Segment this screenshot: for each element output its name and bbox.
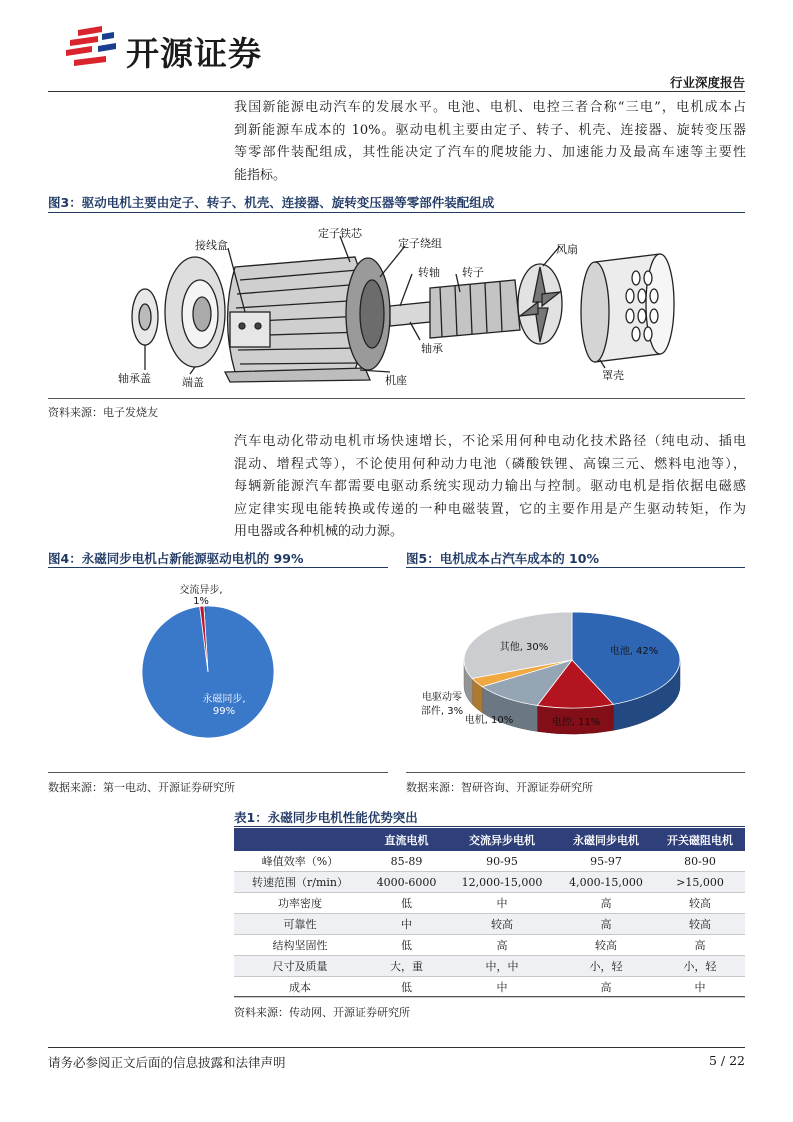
- table-cell: 较高: [655, 914, 745, 935]
- table-cell: 4,000-15,000: [557, 872, 655, 893]
- table-cell: 中: [655, 977, 745, 998]
- body-line: 汽车电动化带动电机市场快速增长，不论采用何种电动化技术路径（纯电动、插电: [234, 434, 746, 449]
- intro-line: 能指标。: [234, 167, 287, 183]
- figure3-source: 资料来源：电子发烧友: [48, 406, 158, 419]
- table-cell: 4000-6000: [366, 872, 447, 893]
- label-cover: 罩壳: [602, 369, 624, 382]
- label-stator-core: 定子铁芯: [318, 227, 362, 240]
- brand-name: 开源证券: [126, 34, 262, 73]
- table-cell: 较高: [447, 914, 557, 935]
- figure5-title-rule: [406, 567, 745, 568]
- table-row: [234, 914, 745, 935]
- table-row-label: 峰值效率（%）: [234, 851, 366, 872]
- table-cell: 高: [557, 914, 655, 935]
- slice-label: 电控, 11%: [551, 717, 601, 728]
- body-line: 每辆新能源汽车都需要电驱动系统实现动力输出与控制。驱动电机是指依据电磁感: [234, 479, 746, 494]
- table-cell: 高: [447, 935, 557, 956]
- table-row-label: 功率密度: [234, 893, 366, 914]
- table-row: [234, 872, 745, 893]
- table-cell: 中: [447, 977, 557, 998]
- figure4-source: 数据来源：第一电动、开源证券研究所: [48, 781, 235, 794]
- table-cell: 95-97: [557, 851, 655, 872]
- table-cell: 小，轻: [655, 956, 745, 977]
- table-cell: 低: [366, 893, 447, 914]
- figure4-title-rule: [48, 567, 388, 568]
- figure3-title: 图3：驱动电机主要由定子、转子、机壳、连接器、旋转变压器等零部件装配组成: [48, 195, 495, 210]
- report-type: 行业深度报告: [669, 75, 745, 90]
- table-header-cell: [234, 828, 366, 851]
- table-header-cell: 开关磁阻电机: [655, 828, 745, 851]
- table-cell: 高: [557, 893, 655, 914]
- table-row: [234, 956, 745, 977]
- footer-rule: [48, 1047, 745, 1048]
- table-cell: 85-89: [366, 851, 447, 872]
- table-cell: 小，轻: [557, 956, 655, 977]
- label-rotor: 转子: [462, 266, 484, 279]
- logo-mark-icon: [62, 26, 120, 70]
- table-row: [234, 977, 745, 998]
- table-cell: 中: [447, 893, 557, 914]
- table1-title-rule: [234, 826, 745, 827]
- table-cell: 高: [557, 977, 655, 998]
- junction-box-part: [230, 312, 270, 347]
- table-cell: >15,000: [655, 872, 745, 893]
- figure4-bottom-rule: [48, 772, 388, 773]
- slice-label: 电机, 10%: [464, 715, 514, 726]
- slice-label: 部件, 3%: [420, 706, 464, 717]
- footer-disclaimer: 请务必参阅正文后面的信息披露和法律声明: [48, 1055, 286, 1070]
- label-shaft: 转轴: [418, 266, 440, 279]
- table-header-cell: 直流电机: [366, 828, 447, 851]
- table-row: [234, 935, 745, 956]
- table-cell: 中，中: [447, 956, 557, 977]
- figure5-source: 数据来源：智研咨询、开源证券研究所: [406, 781, 593, 794]
- table-cell: 较高: [557, 935, 655, 956]
- table-cell: 大，重: [366, 956, 447, 977]
- table-cell: 90-95: [447, 851, 557, 872]
- slice-label: 1%: [193, 596, 209, 607]
- pie-chart-cost-breakdown: [406, 572, 745, 767]
- table-row-label: 结构坚固性: [234, 935, 366, 956]
- figure4-title: 图4：永磁同步电机占新能源驱动电机的 99%: [48, 551, 304, 566]
- table-row-label: 成本: [234, 977, 366, 998]
- label-fan: 风扇: [556, 243, 578, 256]
- label-end-cover: 端盖: [182, 376, 204, 389]
- pie-chart-motor-type: [48, 572, 388, 767]
- intro-line: 到新能源车成本的 10%。驱动电机主要由定子、转子、机壳、连接器、旋转变压器: [234, 122, 746, 138]
- figure5-bottom-rule: [406, 772, 745, 773]
- table-header-cell: 永磁同步电机: [557, 828, 655, 851]
- body-line: 用电器或各种机械的动力源。: [234, 524, 404, 539]
- table-row-label: 转速范围（r/min）: [234, 872, 366, 893]
- table1-title: 表1：永磁同步电机性能优势突出: [234, 810, 418, 825]
- slice-label: 交流异步,: [179, 585, 223, 596]
- slice-label: 电池, 42%: [609, 646, 659, 657]
- intro-line: 等零部件装配组成，其性能决定了汽车的爬坡能力、加速能力及最高车速等主要性: [234, 145, 746, 160]
- table-row: [234, 893, 745, 914]
- body-paragraph: [234, 431, 746, 544]
- intro-paragraph: [234, 97, 746, 187]
- header-rule: [48, 91, 745, 92]
- table-row-label: 尺寸及质量: [234, 956, 366, 977]
- rotor-part: [430, 280, 520, 338]
- table-header-cell: 交流异步电机: [447, 828, 557, 851]
- slice-label: 99%: [212, 706, 236, 717]
- table-cell: 低: [366, 977, 447, 998]
- table1-source: 资料来源：传动网、开源证券研究所: [234, 1006, 410, 1019]
- label-junction-box: 接线盒: [195, 239, 228, 252]
- table-cell: 80-90: [655, 851, 745, 872]
- performance-table: [234, 828, 745, 998]
- table-cell: 中: [366, 914, 447, 935]
- body-line: 混动、增程式等），不论使用何种动力电池（磷酸铁锂、高镍三元、燃料电池等），: [234, 456, 746, 472]
- table-cell: 低: [366, 935, 447, 956]
- label-bearing: 轴承: [421, 342, 443, 355]
- slice-label: 其他, 30%: [499, 642, 549, 653]
- table-row-label: 可靠性: [234, 914, 366, 935]
- page-number: 5 / 22: [708, 1053, 745, 1068]
- table-row: [234, 851, 745, 872]
- brand-logo: [62, 26, 302, 73]
- figure3-title-rule: [48, 212, 745, 213]
- table-cell: 较高: [655, 893, 745, 914]
- table1-bottom-rule: [234, 996, 745, 997]
- table-cell: 高: [655, 935, 745, 956]
- figure5-title: 图5：电机成本占汽车成本的 10%: [406, 551, 599, 566]
- table-header-row: [234, 828, 745, 851]
- label-bearing-cap: 轴承盖: [118, 372, 151, 385]
- label-stator-winding: 定子绕组: [398, 237, 442, 250]
- slice-label: 电驱动零: [422, 692, 462, 703]
- label-frame: 机座: [385, 374, 407, 387]
- slice-label: 永磁同步,: [202, 694, 246, 705]
- intro-line: 我国新能源电动汽车的发展水平。电池、电机、电控三者合称“三电”，电机成本占: [234, 100, 746, 115]
- figure3-bottom-rule: [48, 398, 745, 399]
- table-cell: 12,000-15,000: [447, 872, 557, 893]
- body-line: 应定律实现电能转换或传递的一种电磁装置，它的主要作用是产生驱动转矩，作为: [234, 501, 746, 517]
